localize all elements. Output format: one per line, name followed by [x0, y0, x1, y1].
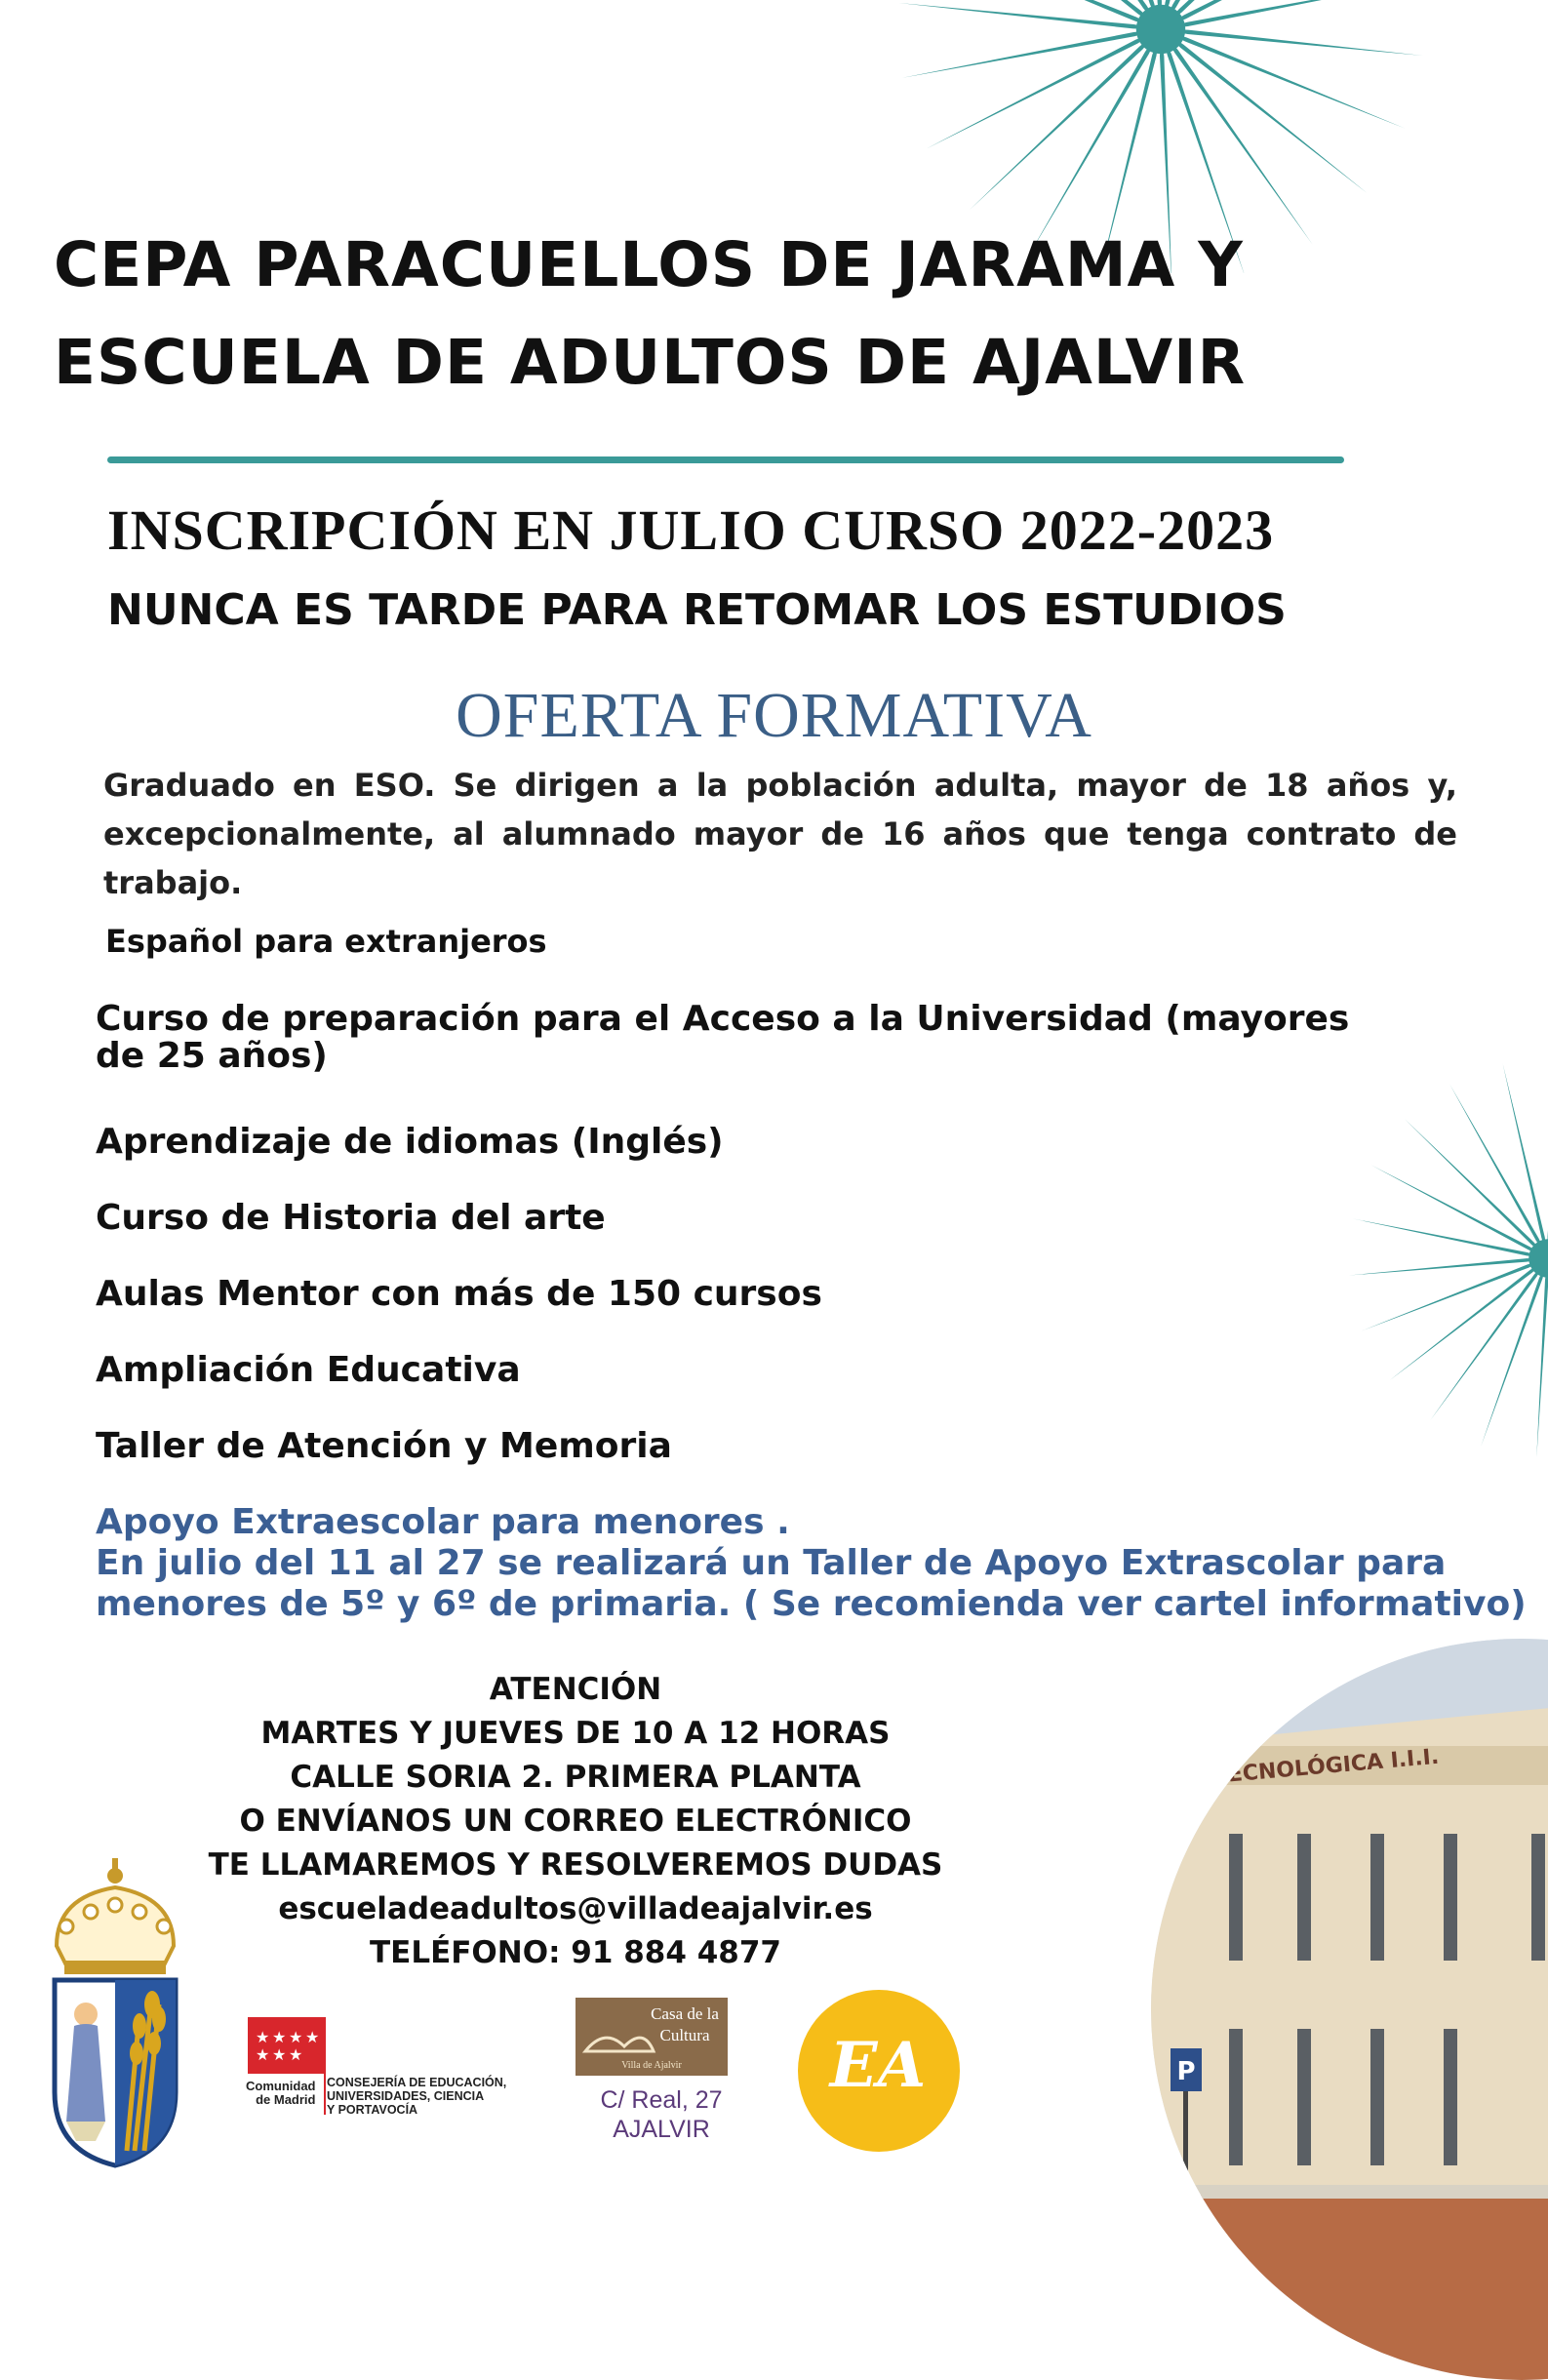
starburst-ray: [1161, 0, 1396, 29]
apoyo-line-1: Apoyo Extraescolar para menores .: [96, 1502, 1527, 1543]
enrollment-subtitle: INSCRIPCIÓN EN JULIO CURSO 2022-2023: [107, 497, 1274, 563]
casa-address-line-1: C/ Real, 27: [574, 2085, 749, 2115]
starburst-ray: [1390, 1258, 1548, 1380]
svg-text:★: ★: [272, 2045, 286, 2064]
section-heading: OFERTA FORMATIVA: [0, 679, 1548, 753]
contact-email-prompt: O ENVÍANOS UN CORREO ELECTRÓNICO: [176, 1800, 975, 1844]
consejeria-text: [327, 2076, 506, 2117]
eso-paragraph: Graduado en ESO. Se dirigen a la población adulta, mayor de 18 años y, excepcionalmente, al alumnado mayor de 16 años que tenga contrato de trabajo.: [103, 761, 1457, 907]
svg-text:P: P: [1176, 2057, 1195, 2086]
casa-address-line-2: AJALVIR: [574, 2115, 749, 2144]
contact-hours: MARTES Y JUEVES DE 10 A 12 HORAS: [176, 1712, 975, 1756]
cm-name-line-2: de Madrid: [246, 2093, 316, 2107]
starburst-right-decoration: [1346, 1058, 1548, 1458]
offer-aulas-mentor: Aulas Mentor con más de 150 cursos: [96, 1274, 822, 1314]
svg-text:★: ★: [289, 2028, 302, 2046]
starburst-ray: [1430, 1258, 1548, 1420]
offer-university-line-2: de 25 años): [96, 1038, 1349, 1075]
title-line-2: ESCUELA DE ADULTOS DE AJALVIR: [54, 314, 1322, 412]
apoyo-extraescolar: [96, 1502, 1527, 1625]
offer-art-history: Curso de Historia del arte: [96, 1198, 606, 1238]
starburst-ray: [898, 3, 1161, 29]
offer-languages: Aprendizaje de idiomas (Inglés): [96, 1122, 724, 1162]
starburst-ray: [1352, 1218, 1548, 1258]
starburst-ray: [1161, 29, 1367, 193]
starburst-ray: [1161, 29, 1423, 56]
apoyo-line-3: menores de 5º y 6º de primaria. ( Se recomienda ver cartel informativo): [96, 1584, 1527, 1625]
comunidad-madrid-name: [246, 2080, 316, 2107]
consejeria-line-2: UNIVERSIDADES, CIENCIA: [327, 2089, 506, 2103]
svg-text:★: ★: [256, 2028, 269, 2046]
svg-text:★: ★: [289, 2045, 302, 2064]
comunidad-madrid-logo: [248, 2017, 326, 2074]
contact-block: [176, 1668, 975, 1975]
casa-title-line-1: Casa de la: [651, 2004, 719, 2023]
title-line-1: CEPA PARACUELLOS DE JARAMA Y: [54, 217, 1322, 314]
building-illustration: [1151, 1639, 1548, 2380]
casa-title-line-2: Cultura: [660, 2026, 710, 2044]
contact-callback: TE LLAMAREMOS Y RESOLVEREMOS DUDAS: [176, 1844, 975, 1887]
ea-logo-mark: EA: [800, 2029, 956, 2102]
starburst-ray: [1503, 1063, 1548, 1258]
starburst-ray: [902, 29, 1161, 78]
open-book-icon: [576, 1998, 728, 2076]
offer-ampliacion: Ampliación Educativa: [96, 1350, 521, 1390]
starburst-core: [1136, 5, 1185, 54]
svg-text:★: ★: [272, 2028, 286, 2046]
cm-name-line-1: Comunidad: [246, 2080, 316, 2093]
starburst-ray: [1349, 1258, 1548, 1276]
apoyo-line-2: En julio del 11 al 27 se realizará un Taller de Apoyo Extrascolar para: [96, 1543, 1527, 1584]
casa-cultura-address: [574, 2085, 749, 2144]
contact-phone: TELÉFONO: 91 884 4877: [176, 1931, 975, 1975]
casa-cultura-logo: [576, 1998, 728, 2076]
starburst-ray: [970, 29, 1161, 210]
offer-taller-memoria: Taller de Atención y Memoria: [96, 1426, 672, 1466]
building-photo: [1151, 1639, 1548, 2380]
tagline: NUNCA ES TARDE PARA RETOMAR LOS ESTUDIOS: [107, 585, 1287, 635]
ajalvir-coat-of-arms-icon: [37, 1858, 193, 2170]
main-title: [54, 217, 1322, 412]
madrid-stars-icon: [248, 2017, 326, 2074]
offer-university: [96, 1001, 1349, 1075]
offer-spanish: Español para extranjeros: [105, 923, 547, 960]
contact-address: CALLE SORIA 2. PRIMERA PLANTA: [176, 1756, 975, 1800]
consejeria-line-1: CONSEJERÍA DE EDUCACIÓN,: [327, 2076, 506, 2089]
offer-university-line-1: Curso de preparación para el Acceso a la Universidad (mayores: [96, 1001, 1349, 1038]
starburst-ray: [1405, 1119, 1548, 1258]
building-sign-text: A TECNOLÓGICA I.I.I.: [1188, 1744, 1440, 1791]
starburst-ray: [1161, 0, 1419, 29]
consejeria-line-3: Y PORTAVOCÍA: [327, 2103, 506, 2117]
svg-text:★: ★: [256, 2045, 269, 2064]
starburst-ray: [1481, 1258, 1548, 1447]
madrid-logo-divider: [324, 2017, 326, 2115]
divider-line: [107, 456, 1344, 463]
svg-text:★: ★: [305, 2028, 319, 2046]
casa-subtitle: Villa de Ajalvir: [621, 2060, 682, 2071]
contact-email[interactable]: escueladeadultos@villadeajalvir.es: [176, 1887, 975, 1931]
contact-heading: ATENCIÓN: [176, 1668, 975, 1712]
